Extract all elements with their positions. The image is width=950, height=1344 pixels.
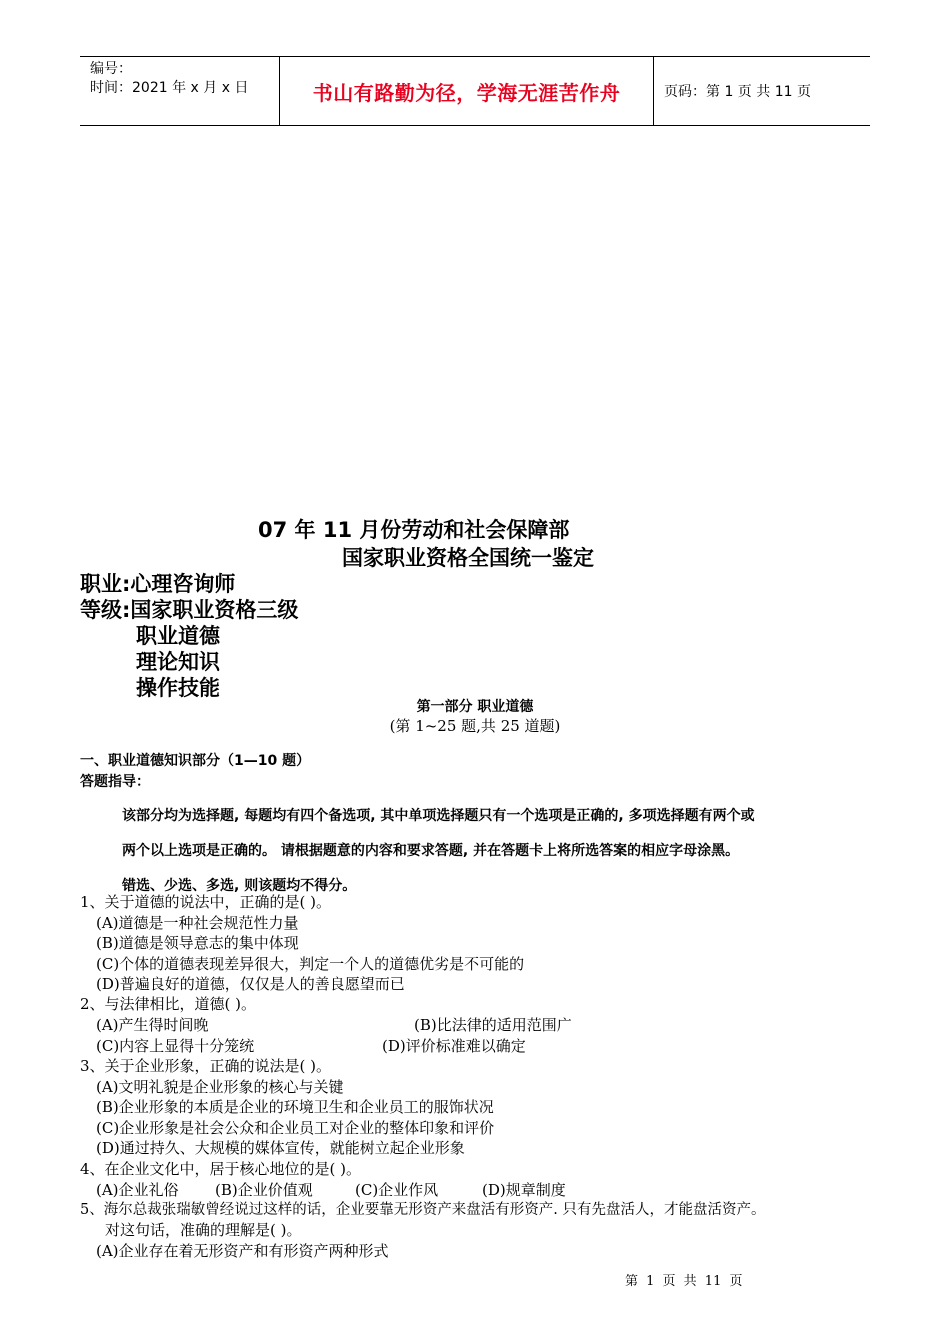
question-3-stem: 3、关于企业形象，正确的说法是( )。 [80,1057,332,1075]
question-1-option-a: (A)道德是一种社会规范性力量 [96,914,299,932]
question-1-stem: 1、关于道德的说法中，正确的是( )。 [80,893,332,911]
question-3-option-a: (A)文明礼貌是企业形象的核心与关键 [96,1078,344,1096]
question-2-stem: 2、与法律相比，道德( )。 [80,995,257,1013]
question-4-option-c: (C)企业作风 [355,1181,439,1199]
title-line-2: 国家职业资格全国统一鉴定 [342,546,594,570]
document-time-label: 时间：2021 年 x 月 x 日 [90,80,249,96]
guide-line-3: 错选、少选、多选, 则该题均不得分。 [122,878,357,894]
question-5-stem-continued: 对这句话，准确的理解是( )。 [105,1221,302,1239]
question-2-option-c: (C)内容上显得十分笼统 [96,1037,255,1055]
question-3-option-d: (D)通过持久、大规模的媒体宣传，就能树立起企业形象 [96,1139,465,1157]
question-1-option-b: (B)道德是领导意志的集中体现 [96,934,299,952]
header-meta [80,57,280,125]
header-page-code: 页码：第 1 页 共 11 页 [664,84,811,100]
guide-label: 答题指导： [80,774,150,790]
question-2-option-d: (D)评价标准难以确定 [382,1037,526,1055]
subject-ethics: 职业道德 [136,624,220,648]
question-2-option-b: (B)比法律的适用范围广 [414,1016,572,1034]
question-1-option-d: (D)普遍良好的道德，仅仅是人的善良愿望而已 [96,975,405,993]
question-5-stem: 5、海尔总裁张瑞敏曾经说过这样的话，企业要靠无形资产来盘活有形资产. 只有先盘活人，才能盘活资产。 [80,1202,766,1218]
section-title: 一、职业道德知识部分（1—10 题） [80,753,311,769]
question-5-option-a: (A)企业存在着无形资产和有形资产两种形式 [96,1242,389,1260]
question-3-option-b: (B)企业形象的本质是企业的环境卫生和企业员工的服饰状况 [96,1098,494,1116]
occupation-line: 职业:心理咨询师 [80,572,236,596]
header-motto: 书山有路勤为径，学海无涯苦作舟 [312,80,621,105]
question-1-option-c: (C)个体的道德表现差异很大，判定一个人的道德优劣是不可能的 [96,955,525,973]
header-motto-cell [280,57,654,125]
page-footer: 第 1 页 共 11 页 [625,1274,743,1289]
question-4-option-b: (B)企业价值观 [215,1181,313,1199]
level-line: 等级:国家职业资格三级 [80,598,299,622]
title-line-1: 07 年 11 月份劳动和社会保障部 [258,518,570,542]
part-range: (第 1~25 题,共 25 道题) [389,717,561,735]
part-title: 第一部分 职业道德 [416,699,534,715]
question-2-option-a: (A)产生得时间晚 [96,1016,209,1034]
question-3-option-c: (C)企业形象是社会公众和企业员工对企业的整体印象和评价 [96,1119,495,1137]
question-4-option-d: (D)规章制度 [482,1181,566,1199]
guide-line-1: 该部分均为选择题, 每题均有四个备选项, 其中单项选择题只有一个选项是正确的, 多项选择题有两个或 [122,808,755,824]
question-4-stem: 4、在企业文化中，居于核心地位的是( )。 [80,1160,362,1178]
subject-theory: 理论知识 [136,650,220,674]
document-number-label: 编号： [90,61,132,77]
page-header [80,56,870,126]
question-4-option-a: (A)企业礼俗 [96,1181,179,1199]
guide-line-2: 两个以上选项是正确的。 请根据题意的内容和要求答题, 并在答题卡上将所选答案的相应字母涂黑。 [122,843,740,859]
subject-skills: 操作技能 [136,676,220,700]
